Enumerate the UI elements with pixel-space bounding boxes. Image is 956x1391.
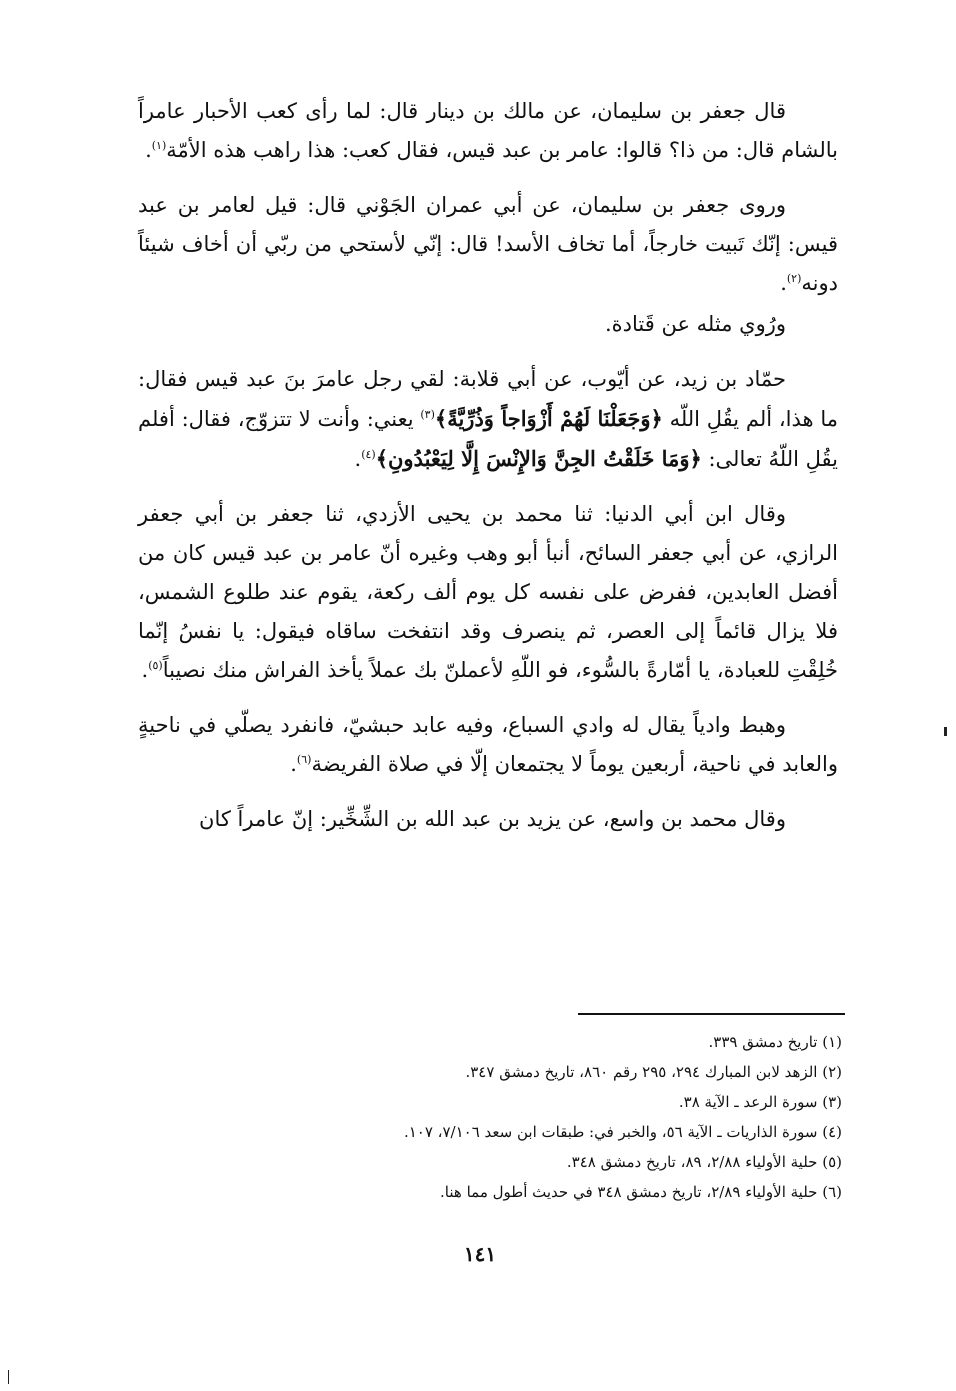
paragraph-6: وهبط وادياً يقال له وادي السباع، وفيه عابد حبشيّ، فانفرد يصلّي في ناحيةٍ والعابد في ناحية، أربعين يوماً لا يجتمعان إلّا في صلاة الفريضة$^{(٦)}$. xyxy=(138,713,838,776)
footnote-ref-2: (٢) xyxy=(786,272,802,285)
paragraph-2-text: وروى جعفر بن سليمان، عن أبي عمران الجَوْني قال: قيل لعامر بن عبد قيس: إنّك تَبيت خارجاً، أما تخاف الأسد! قال: إنّي لأستحي من ربّي أن أخاف شيئاً دونه xyxy=(138,193,838,295)
footnote-2: (٢) الزهد لابن المبارك ٢٩٤، ٢٩٥ رقم ٨٦٠، تاريخ دمشق ٣٤٧. xyxy=(465,1063,842,1081)
footnote-ref-4: (٤) xyxy=(361,448,376,461)
paragraph-4-text-b: يعني: وأنت لا تتزوّج، فقال: أفلم يقُلِ اللّهُ تعالى: xyxy=(138,407,838,471)
footnote-1: (١) تاريخ دمشق ٣٣٩. xyxy=(708,1033,842,1051)
quran-verse-1: ﴿وَجَعَلْنَا لَهُمْ أَزْوَاجاً وَذُرِّيَّةً﴾ xyxy=(434,406,663,431)
paragraph-6-text: وهبط وادياً يقال له وادي السباع، وفيه عابد حبشيّ، فانفرد يصلّي في ناحيةٍ والعابد في ناحية، أربعين يوماً لا يجتمعان إلّا في صلاة الفريضة xyxy=(138,713,838,776)
footnote-separator xyxy=(578,1013,845,1015)
quran-verse-2: ﴿وَمَا خَلَقْتُ الجِنَّ وَالإِنْسَ إِلَّا لِيَعْبُدُونِ﴾ xyxy=(375,446,702,471)
footnote-5: (٥) حلية الأولياء ٢/٨٨، ٨٩، تاريخ دمشق ٣٤٨. xyxy=(566,1153,842,1171)
footnote-ref-5: (٥) xyxy=(148,659,163,672)
paragraph-1-text: قال جعفر بن سليمان، عن مالك بن دينار قال: لما رأى كعب الأحبار عامراً بالشام قال: من ذا؟ قالوا: عامر بن عبد قيس، فقال كعب: هذا راهب هذه الأمّة xyxy=(138,99,838,162)
paragraph-3-text: ورُوي مثله عن قَتادة. xyxy=(604,312,786,336)
footnote-ref-1: (١) xyxy=(151,139,167,152)
page-number: ١٤١ xyxy=(463,1242,497,1266)
footnote-6: (٦) حلية الأولياء ٢/٨٩، تاريخ دمشق ٣٤٨ في حديث أطول مما هنا. xyxy=(440,1183,842,1201)
paragraph-7 xyxy=(138,800,838,839)
paragraph-1: قال جعفر بن سليمان، عن مالك بن دينار قال: لما رأى كعب الأحبار عامراً بالشام قال: من ذا؟ قالوا: عامر بن عبد قيس، فقال كعب: هذا راهب هذه الأمّة$^{(١)}$. xyxy=(138,99,838,162)
footnote-4: (٤) سورة الذاريات ـ الآية ٥٦، والخبر في: طبقات ابن سعد ٧/١٠٦، ١٠٧. xyxy=(403,1123,842,1141)
main-text xyxy=(138,92,838,855)
paragraph-5-text: وقال ابن أبي الدنيا: ثنا محمد بن يحيى الأزدي، ثنا جعفر بن أبي جعفر الرازي، عن أبي جعفر السائح، أنبأ أبو وهب وغيره أنّ عامر بن عبد قيس كان من أفضل العابدين، ففرض على نفسه كل يوم ألف ركعة، يقوم عند طلوع الشمس، فلا يزال قائماً إلى العصر، ثم ينصرف وقد انتفخت ساقاه فيقول: يا نفسُ إنّما خُلِقْتِ للعبادة، يا أمّارةً بالسُّوء، فو اللّهِ لأعملنّ بك عملاً يأخذ الفراش منك نصيباً xyxy=(138,502,838,682)
paragraph-3 xyxy=(138,305,838,344)
paragraph-2: وروى جعفر بن سليمان، عن أبي عمران الجَوْني قال: قيل لعامر بن عبد قيس: إنّك تَبيت خارجاً، أما تخاف الأسد! قال: إنّي لأستحي من ربّي أن أخاف شيئاً دونه$^{(٢)}$. xyxy=(138,193,838,295)
paragraph-5: وقال ابن أبي الدنيا: ثنا محمد بن يحيى الأزدي، ثنا جعفر بن أبي جعفر الرازي، عن أبي جعفر السائح، أنبأ أبو وهب وغيره أنّ عامر بن عبد قيس كان من أفضل العابدين، ففرض على نفسه كل يوم ألف ركعة، يقوم عند طلوع الشمس، فلا يزال قائماً إلى العصر، ثم ينصرف وقد انتفخت ساقاه فيقول: يا نفسُ إنّما خُلِقْتِ للعبادة، يا أمّارةً بالسُّوء، فو اللّهِ لأعملنّ بك عملاً يأخذ الفراش منك نصيباً$^{(٥)}$. xyxy=(138,502,838,682)
footnote-ref-3: (٣) xyxy=(420,408,435,421)
footnote-ref-6: (٦) xyxy=(296,753,312,766)
scan-edge-mark xyxy=(8,1370,9,1384)
paragraph-7-text: وقال محمد بن واسع، عن يزيد بن عبد الله بن الشِّخِّير: إنّ عامراً كان xyxy=(199,807,786,831)
footnote-3: (٣) سورة الرعد ـ الآية ٣٨. xyxy=(678,1093,842,1111)
scan-mark xyxy=(944,727,947,736)
footnotes-list xyxy=(200,1027,842,1207)
paragraph-4: حمّاد بن زيد، عن أيّوب، عن أبي قلابة: لقي رجل عامرَ بنَ عبد قيس فقال: ما هذا، ألم يقُلِ اللّه ﴿وَجَعَلْنَا لَهُمْ أَزْوَاجاً وَذُرِّيَّةً﴾$^{(٣)}$ يعني: وأنت لا تتزوّج، فقال: أفلم يقُلِ اللّهُ تعالى: ﴿وَمَا خَلَقْتُ الجِنَّ وَالإِنْسَ إِلَّا لِيَعْبُدُونِ﴾$^{(٤)}$. xyxy=(138,367,839,471)
paragraph-4-text-a: حمّاد بن زيد، عن أيّوب، عن أبي قلابة: لقي رجل عامرَ بنَ عبد قيس فقال: ما هذا، ألم يقُلِ اللّه xyxy=(138,367,839,431)
